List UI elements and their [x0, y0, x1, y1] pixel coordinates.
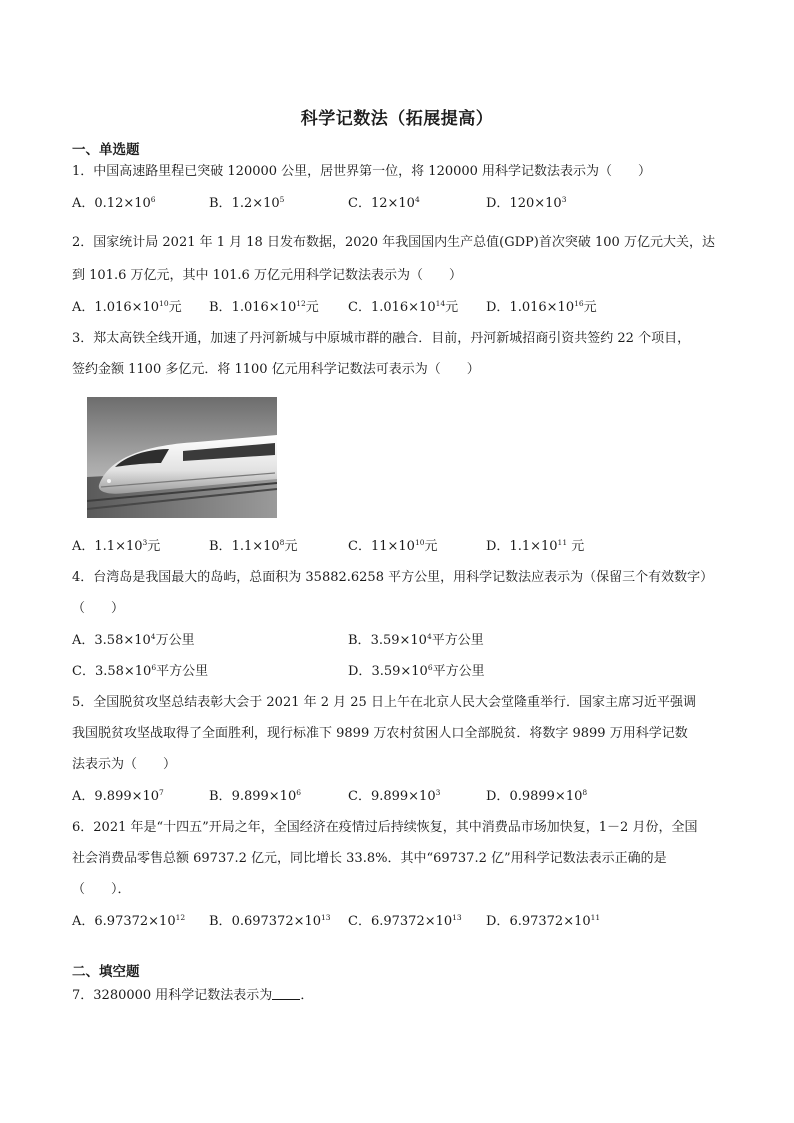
- question-2-stem-line-1: 2．国家统计局 2021 年 1 月 18 日发布数据，2020 年我国国内生产总值(GDP)首次突破 100 万亿元大关，达: [72, 235, 715, 250]
- answer-blank[interactable]: [272, 987, 300, 1000]
- question-5-stem-line-3: 法表示为（ ）: [72, 757, 177, 772]
- question-7-stem: 7．3280000 用科学记数法表示为 ．: [72, 988, 314, 1003]
- q2-option-c[interactable]: C．$1.016\times 10^{14}$元: [348, 299, 459, 315]
- q6-option-b[interactable]: B．$0.697372\times 10^{13}$: [209, 913, 331, 929]
- question-2-stem-line-2: 到 101.6 万亿元，其中 101.6 万亿元用科学记数法表示为（ ）: [72, 268, 462, 283]
- train-illustration: [87, 397, 277, 518]
- section-heading-single-choice: 一、单选题: [72, 142, 140, 158]
- section-heading-fill-blank: 二、填空题: [72, 964, 140, 980]
- question-5-stem-line-2: 我国脱贫攻坚战取得了全面胜利，现行标准下 9899 万农村贫困人口全部脱贫．将数字 9899 万用科学记数: [72, 726, 688, 741]
- q6-option-d[interactable]: D．$6.97372\times 10^{11}$: [486, 913, 601, 929]
- q5-option-d[interactable]: D．$0.9899\times 10^8$: [486, 788, 588, 804]
- q4-option-c[interactable]: C．$3.58\times 10^6$平方公里: [72, 663, 209, 679]
- high-speed-train-photo: [87, 397, 277, 518]
- question-4-stem-line-2: （ ）: [72, 601, 125, 616]
- question-1-stem: 1．中国高速路里程已突破 120000 公里，居世界第一位，将 120000 用科学记数法表示为（ ）: [72, 164, 652, 179]
- q5-option-a[interactable]: A．$9.899\times 10^7$: [72, 788, 164, 804]
- question-3-stem-line-1: 3．郑太高铁全线开通，加速了丹河新城与中原城市群的融合．目前，丹河新城招商引资共签约 22 个项目，: [72, 331, 691, 346]
- q1-option-d[interactable]: D．$120\times 10^3$: [486, 195, 567, 211]
- q2-option-d[interactable]: D．$1.016\times 10^{16}$元: [486, 299, 597, 315]
- question-3-stem-line-2: 签约金额 1100 多亿元．将 1100 亿元用科学记数法可表示为（ ）: [72, 362, 480, 377]
- question-6-stem-line-2: 社会消费品零售总额 69737.2 亿元，同比增长 33.8%．其中“69737.2 亿”用科学记数法表示正确的是: [72, 851, 667, 866]
- question-6-stem-line-1: 6．2021 年是“十四五”开局之年，全国经济在疫情过后持续恢复，其中消费品市场加快复，1－2 月份，全国: [72, 820, 698, 835]
- q5-option-c[interactable]: C．$9.899\times 10^3$: [348, 788, 441, 804]
- q1-option-c[interactable]: C．$12\times 10^4$: [348, 195, 420, 211]
- question-4-stem-line-1: 4．台湾岛是我国最大的岛屿，总面积为 35882.6258 平方公里，用科学记数法应表示为（保留三个有效数字）: [72, 570, 714, 585]
- q2-option-a[interactable]: A．$1.016\times 10^{10}$元: [72, 299, 182, 315]
- q3-option-c[interactable]: C．$11\times 10^{10}$元: [348, 538, 438, 554]
- page-title: 科学记数法（拓展提高）: [300, 109, 494, 129]
- q4-option-b[interactable]: B．$3.59\times 10^4$平方公里: [348, 632, 484, 648]
- q2-option-b[interactable]: B．$1.016\times 10^{12}$元: [209, 299, 319, 315]
- q6-option-a[interactable]: A．$6.97372\times 10^{12}$: [72, 913, 186, 929]
- q3-option-a[interactable]: A．$1.1\times 10^3$元: [72, 538, 161, 554]
- q4-option-d[interactable]: D．$3.59\times 10^6$平方公里: [348, 663, 485, 679]
- question-5-stem-line-1: 5．全国脱贫攻坚总结表彰大会于 2021 年 2 月 25 日上午在北京人民大会堂隆重举行．国家主席习近平强调: [72, 695, 696, 710]
- q5-option-b[interactable]: B．$9.899\times 10^6$: [209, 788, 301, 804]
- q3-option-d[interactable]: D．$1.1\times 10^{11}$ 元: [486, 538, 585, 554]
- q6-option-c[interactable]: C．$6.97372\times 10^{13}$: [348, 913, 462, 929]
- q3-option-b[interactable]: B．$1.1\times 10^8$元: [209, 538, 298, 554]
- q4-option-a[interactable]: A．$3.58\times 10^4$万公里: [72, 632, 195, 648]
- question-6-stem-line-3: （ ）．: [72, 882, 131, 897]
- q1-option-a[interactable]: A．$0.12\times 10^6$: [72, 195, 156, 211]
- q1-option-b[interactable]: B．$1.2\times 10^5$: [209, 195, 285, 211]
